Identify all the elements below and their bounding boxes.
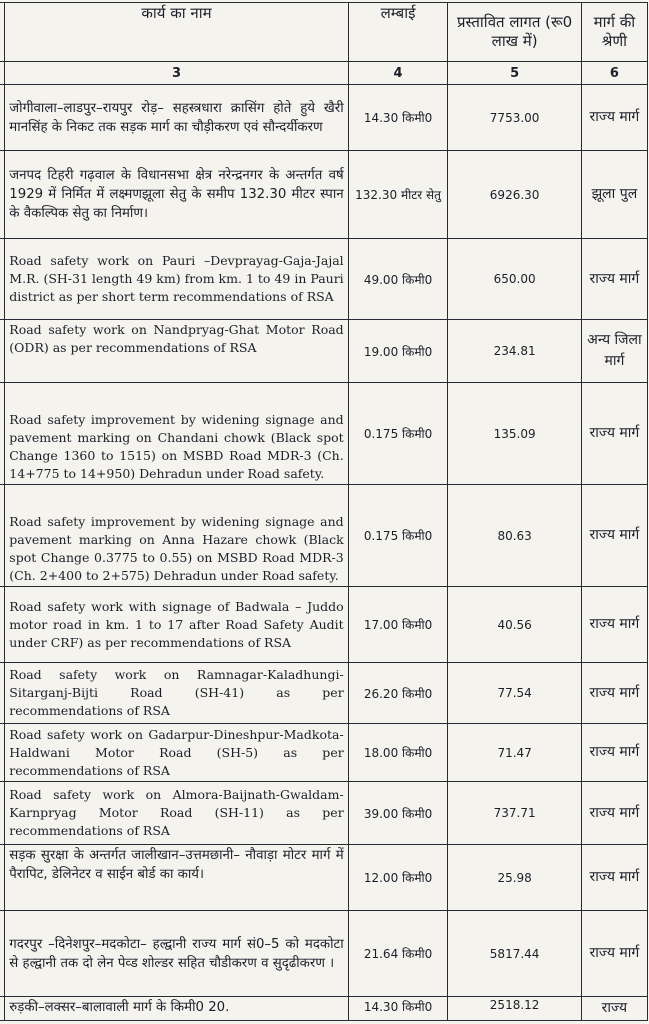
cost-cell: 2518.12 [448,997,581,1021]
work-name-cell: Road safety work on Gadarpur-Dineshpur-Madkota-Haldwani Motor Road (SH-5) as per recommendations of RSA [5,724,348,782]
category-cell: राज्य मार्ग [581,663,647,724]
category-cell: झूला पुल [581,151,647,239]
cost-cell: 135.09 [448,383,581,485]
length-cell: 132.30 मीटर सेतु [348,151,448,239]
table-row [0,724,648,782]
work-name-cell: Road safety improvement by widening signage and pavement marking on Anna Hazare chowk (Black spot Change 0.3775 to 0.55) on MSBD Road MDR-3 (Ch. 2+400 to 2+575) Dehradun under Road safety. [5,485,348,587]
table-row [0,485,648,587]
cost-cell: 80.63 [448,485,581,587]
table-row [0,997,648,1021]
cost-cell: 234.81 [448,320,581,383]
category-cell: राज्य मार्ग [581,845,647,911]
cost-cell: 7753.00 [448,85,581,151]
work-name-cell: सड़क सुरक्षा के अन्तर्गत जालीखान–उत्तमछानी– नौवाड़ा मोटर मार्ग में पैरापिट, डेलिनेटर व साईन बोर्ड का कार्य। [5,845,348,911]
length-cell: 49.00 किमी0 [348,239,448,320]
table-row [0,239,648,320]
cost-cell: 737.71 [448,782,581,845]
category-cell: अन्य जिला मार्ग [581,320,647,383]
category-cell: राज्य मार्ग [581,587,647,663]
table-row [0,587,648,663]
length-cell: 39.00 किमी0 [348,782,448,845]
work-name-cell: जोगीवाला–लाडपुर–रायपुर रोड़– सहस्त्रधारा क्रासिंग होते हुये खैरी मानसिंह के निकट तक सड़क मार्ग का चौड़ीकरण एवं सौन्दर्यीकरण [5,85,348,151]
work-name-cell: Road safety work on Pauri –Devprayag-Gaja-Jajal M.R. (SH-31 length 49 km) from km. 1 to 49 in Pauri district as per short term recommendations of RSA [5,239,348,320]
category-cell: राज्य [581,997,647,1021]
column-number-row [0,62,648,85]
work-name-cell: Road safety work on Nandpryag-Ghat Motor Road (ODR) as per recommendations of RSA [5,320,348,383]
column-number-category: 6 [581,62,647,85]
work-name-cell: Road safety work with signage of Badwala – Juddo motor road in km. 1 to 17 after Road Safety Audit under CRF) as per recommendations of RSA [5,587,348,663]
table-row [0,782,648,845]
work-name-cell: Road safety improvement by widening signage and pavement marking on Chandani chowk (Black spot Change 1360 to 1515) on MSBD Road MDR-3 (Ch. 14+775 to 14+950) Dehradun under Road safety. [5,383,348,485]
category-cell: राज्य मार्ग [581,782,647,845]
table-row [0,151,648,239]
cost-cell: 71.47 [448,724,581,782]
work-name-cell: Road safety work on Ramnagar-Kaladhungi-Sitarganj-Bijti Road (SH-41) as per recommendations of RSA [5,663,348,724]
work-name-cell: गदरपुर –दिनेशपुर–मदकोटा– हल्द्वानी राज्य मार्ग सं0–5 को मदकोटा से हल्द्वानी तक दो लेन पेव्ड शोल्डर सहित चौडीकरण व सुदृढीकरण । [5,911,348,997]
category-cell: राज्य मार्ग [581,724,647,782]
column-number-cost: 5 [448,62,581,85]
length-cell: 17.00 किमी0 [348,587,448,663]
works-table [0,2,648,1021]
header-category: मार्ग की श्रेणी [581,3,647,62]
length-cell: 14.30 किमी0 [348,85,448,151]
table-row [0,911,648,997]
table-row [0,845,648,911]
length-cell: 0.175 किमी0 [348,485,448,587]
work-name-cell: Road safety work on Almora-Baijnath-Gwaldam-Karnpryag Motor Road (SH-11) as per recommendations of RSA [5,782,348,845]
cost-cell: 650.00 [448,239,581,320]
cost-cell: 25.98 [448,845,581,911]
cost-cell: 5817.44 [448,911,581,997]
cost-cell: 77.54 [448,663,581,724]
category-cell: राज्य मार्ग [581,239,647,320]
table-row [0,383,648,485]
cost-cell: 6926.30 [448,151,581,239]
length-cell: 12.00 किमी0 [348,845,448,911]
table-row [0,320,648,383]
length-cell: 0.175 किमी0 [348,383,448,485]
length-cell: 18.00 किमी0 [348,724,448,782]
work-name-cell: रुड़की–लक्सर–बालावाली मार्ग के किमी0 20. [5,997,348,1021]
header-row [0,3,648,62]
length-cell: 14.30 किमी0 [348,997,448,1021]
table-row [0,663,648,724]
column-number-work: 3 [5,62,348,85]
length-cell: 19.00 किमी0 [348,320,448,383]
category-cell: राज्य मार्ग [581,383,647,485]
table-row [0,85,648,151]
header-cost: प्रस्तावित लागत (रू0 लाख में) [448,3,581,62]
category-cell: राज्य मार्ग [581,485,647,587]
work-name-cell: जनपद टिहरी गढ़वाल के विधानसभा क्षेत्र नरेन्द्रनगर के अन्तर्गत वर्ष 1929 में निर्मित में लक्ष्मणझूला सेतु के समीप 132.30 मीटर स्पान के वैकल्पिक सेतु का निर्माण। [5,151,348,239]
length-cell: 26.20 किमी0 [348,663,448,724]
header-work-name: कार्य का नाम [5,3,348,62]
category-cell: राज्य मार्ग [581,911,647,997]
length-cell: 21.64 किमी0 [348,911,448,997]
category-cell: राज्य मार्ग [581,85,647,151]
column-number-length: 4 [348,62,448,85]
cost-cell: 40.56 [448,587,581,663]
header-length: लम्बाई [348,3,448,62]
